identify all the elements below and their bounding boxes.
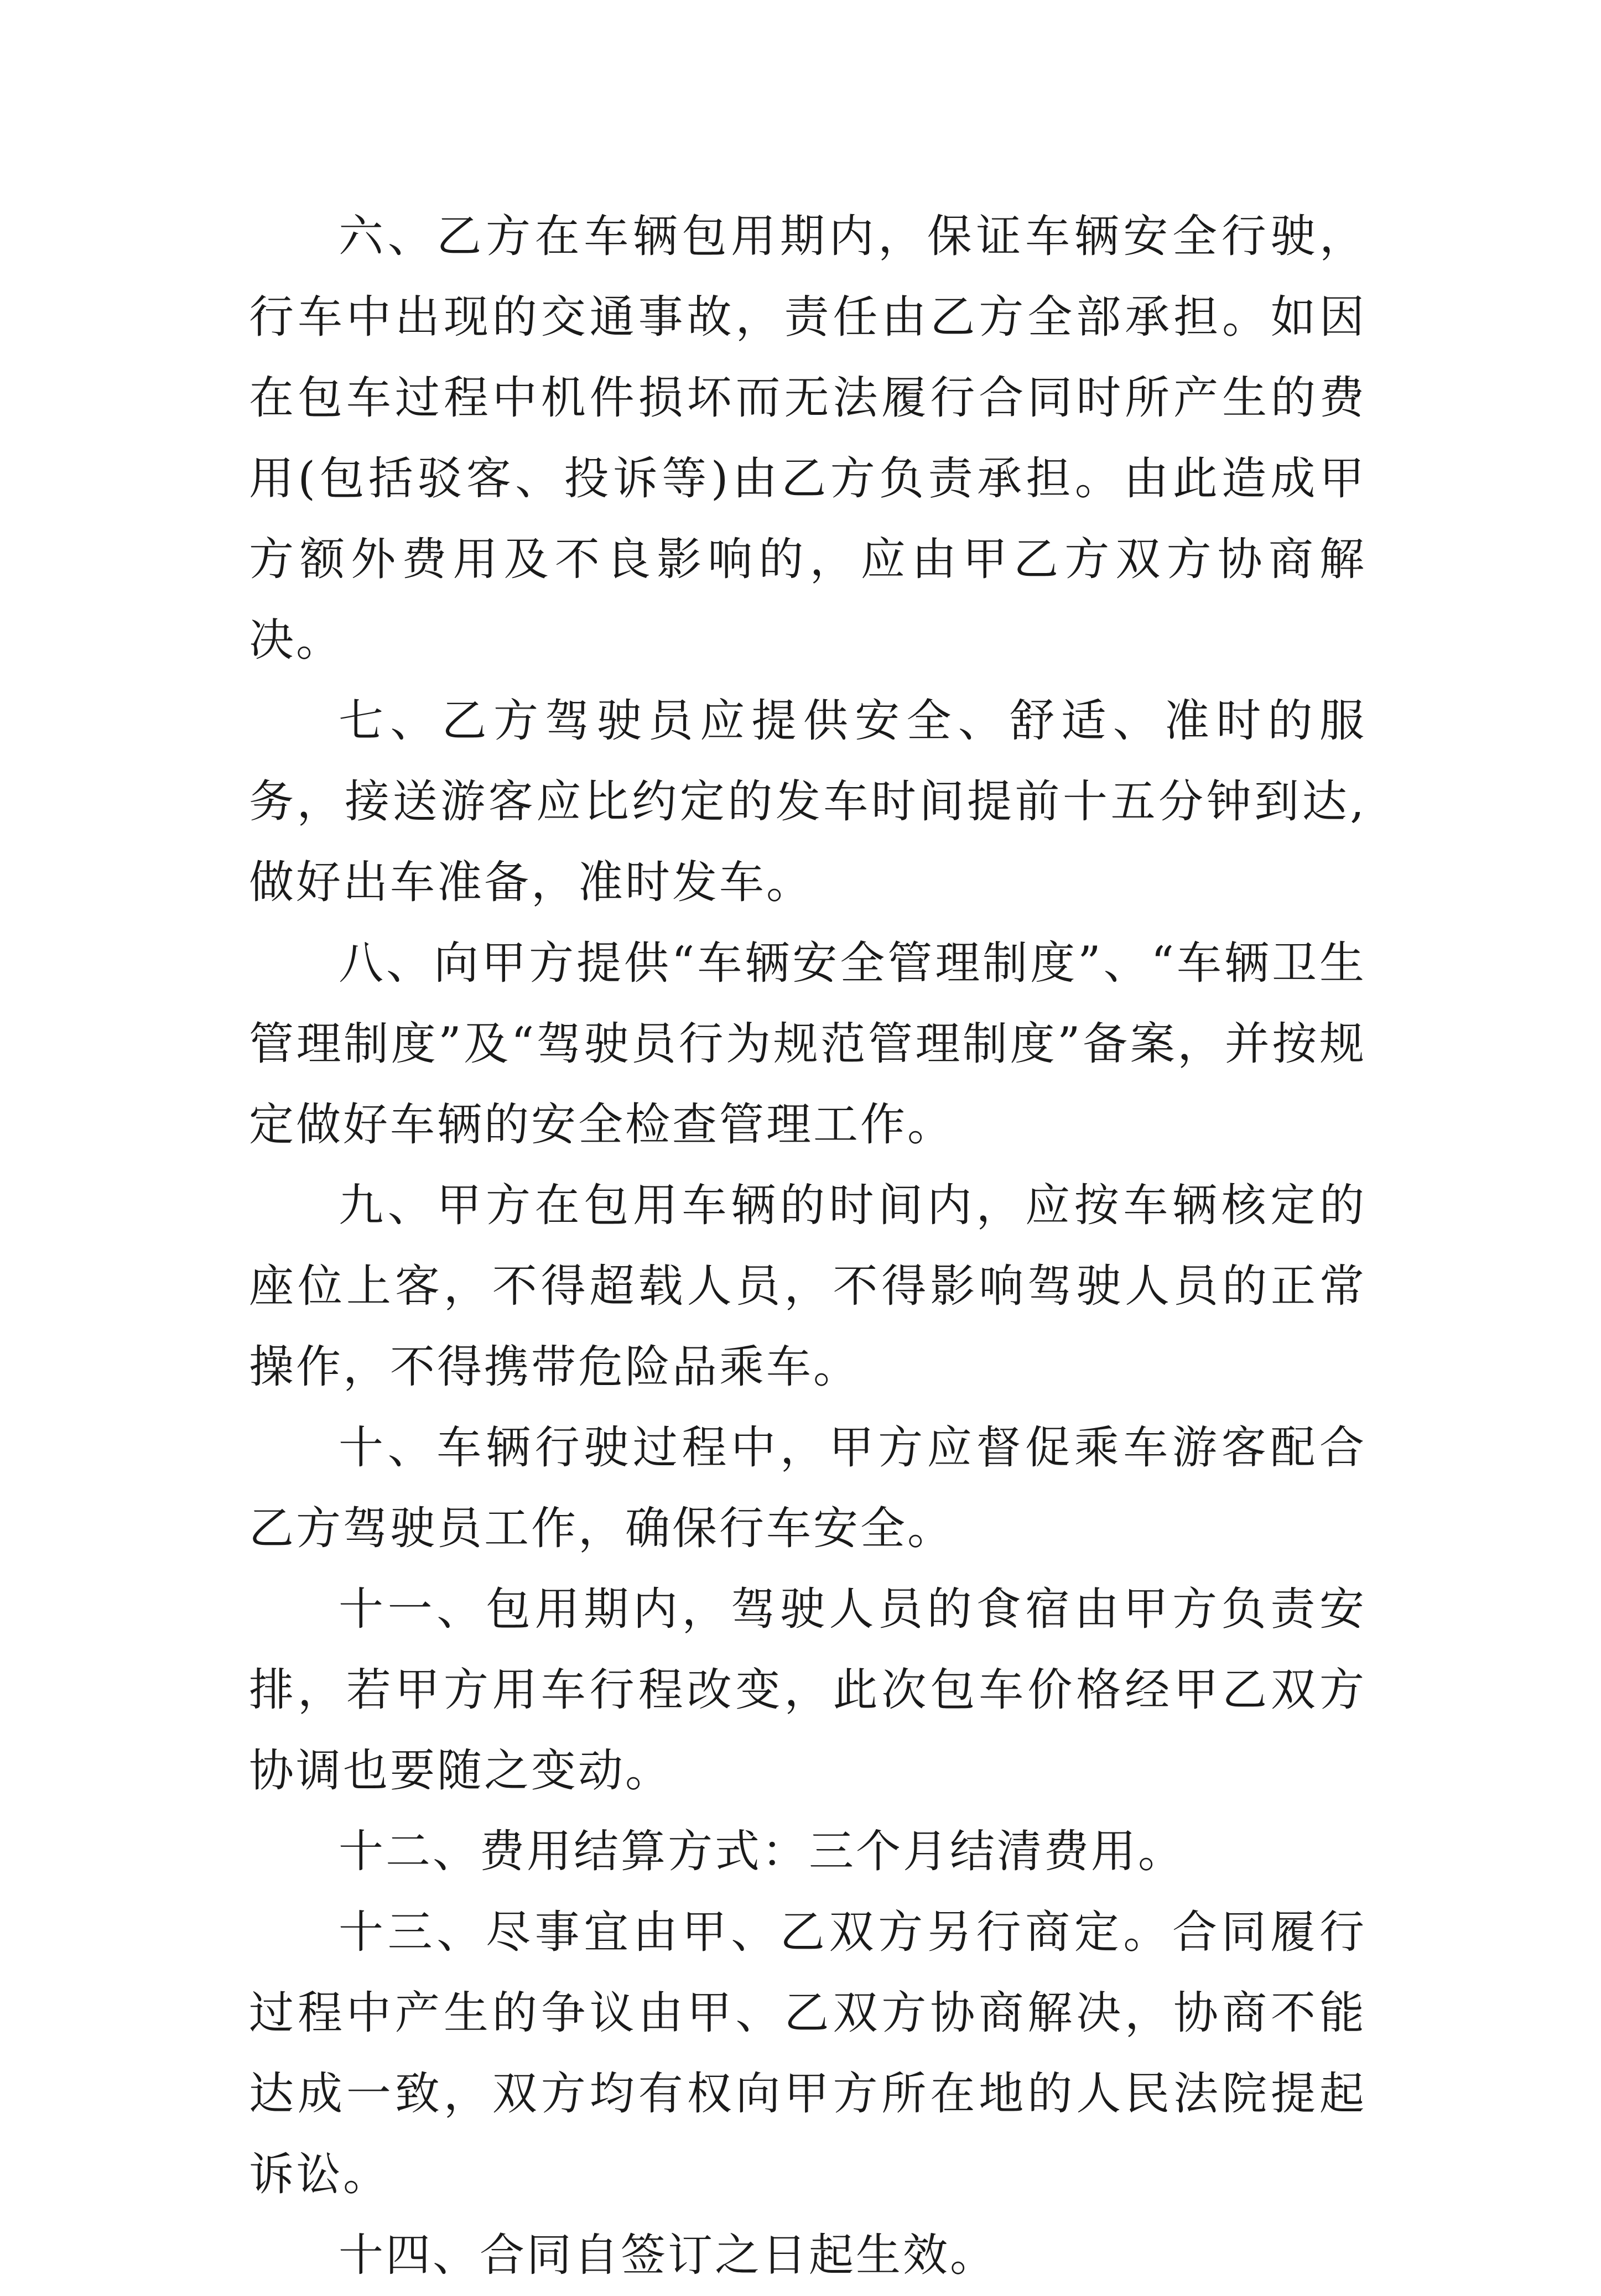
clause-9: 九、甲方在包用车辆的时间内，应按车辆核定的座位上客，不得超载人员，不得影响驾驶人员的正常操作，不得携带危险品乘车。	[249, 1180, 1366, 1393]
clause-14: 十四、合同自签订之日起生效。	[339, 2230, 997, 2282]
clause-7: 七、乙方驾驶员应提供安全、舒适、准时的服务，接送游客应比约定的发车时间提前十五分钟到达,做好出车准备，准时发车。	[249, 695, 1366, 909]
contract-body	[249, 196, 1366, 2296]
clause-12: 十二、费用结算方式：三个月结清费用。	[339, 1826, 1186, 1878]
clause-11: 十一、包用期内，驾驶人员的食宿由甲方负责安排，若甲方用车行程改变，此次包车价格经甲乙双方协调也要随之变动。	[249, 1584, 1366, 1797]
clause-6: 六、乙方在车辆包用期内，保证车辆安全行驶，行车中出现的交通事故，责任由乙方全部承担。如因在包车过程中机件损坏而无法履行合同时所产生的费用(包括驳客、投诉等)由乙方负责承担。由此造成甲方额外费用及不良影响的，应由甲乙方双方协商解决。	[249, 211, 1366, 667]
clause-13: 十三、尽事宜由甲、乙双方另行商定。合同履行过程中产生的争议由甲、乙双方协商解决，协商不能达成一致，双方均有权向甲方所在地的人民法院提起诉讼。	[249, 1907, 1366, 2201]
clause-10: 十、车辆行驶过程中，甲方应督促乘车游客配合乙方驾驶员工作，确保行车安全。	[249, 1422, 1366, 1555]
clause-8: 八、向甲方提供“车辆安全管理制度”、“车辆卫生管理制度”及“驾驶员行为规范管理制度”备案，并按规定做好车辆的安全检查管理工作。	[249, 938, 1366, 1151]
